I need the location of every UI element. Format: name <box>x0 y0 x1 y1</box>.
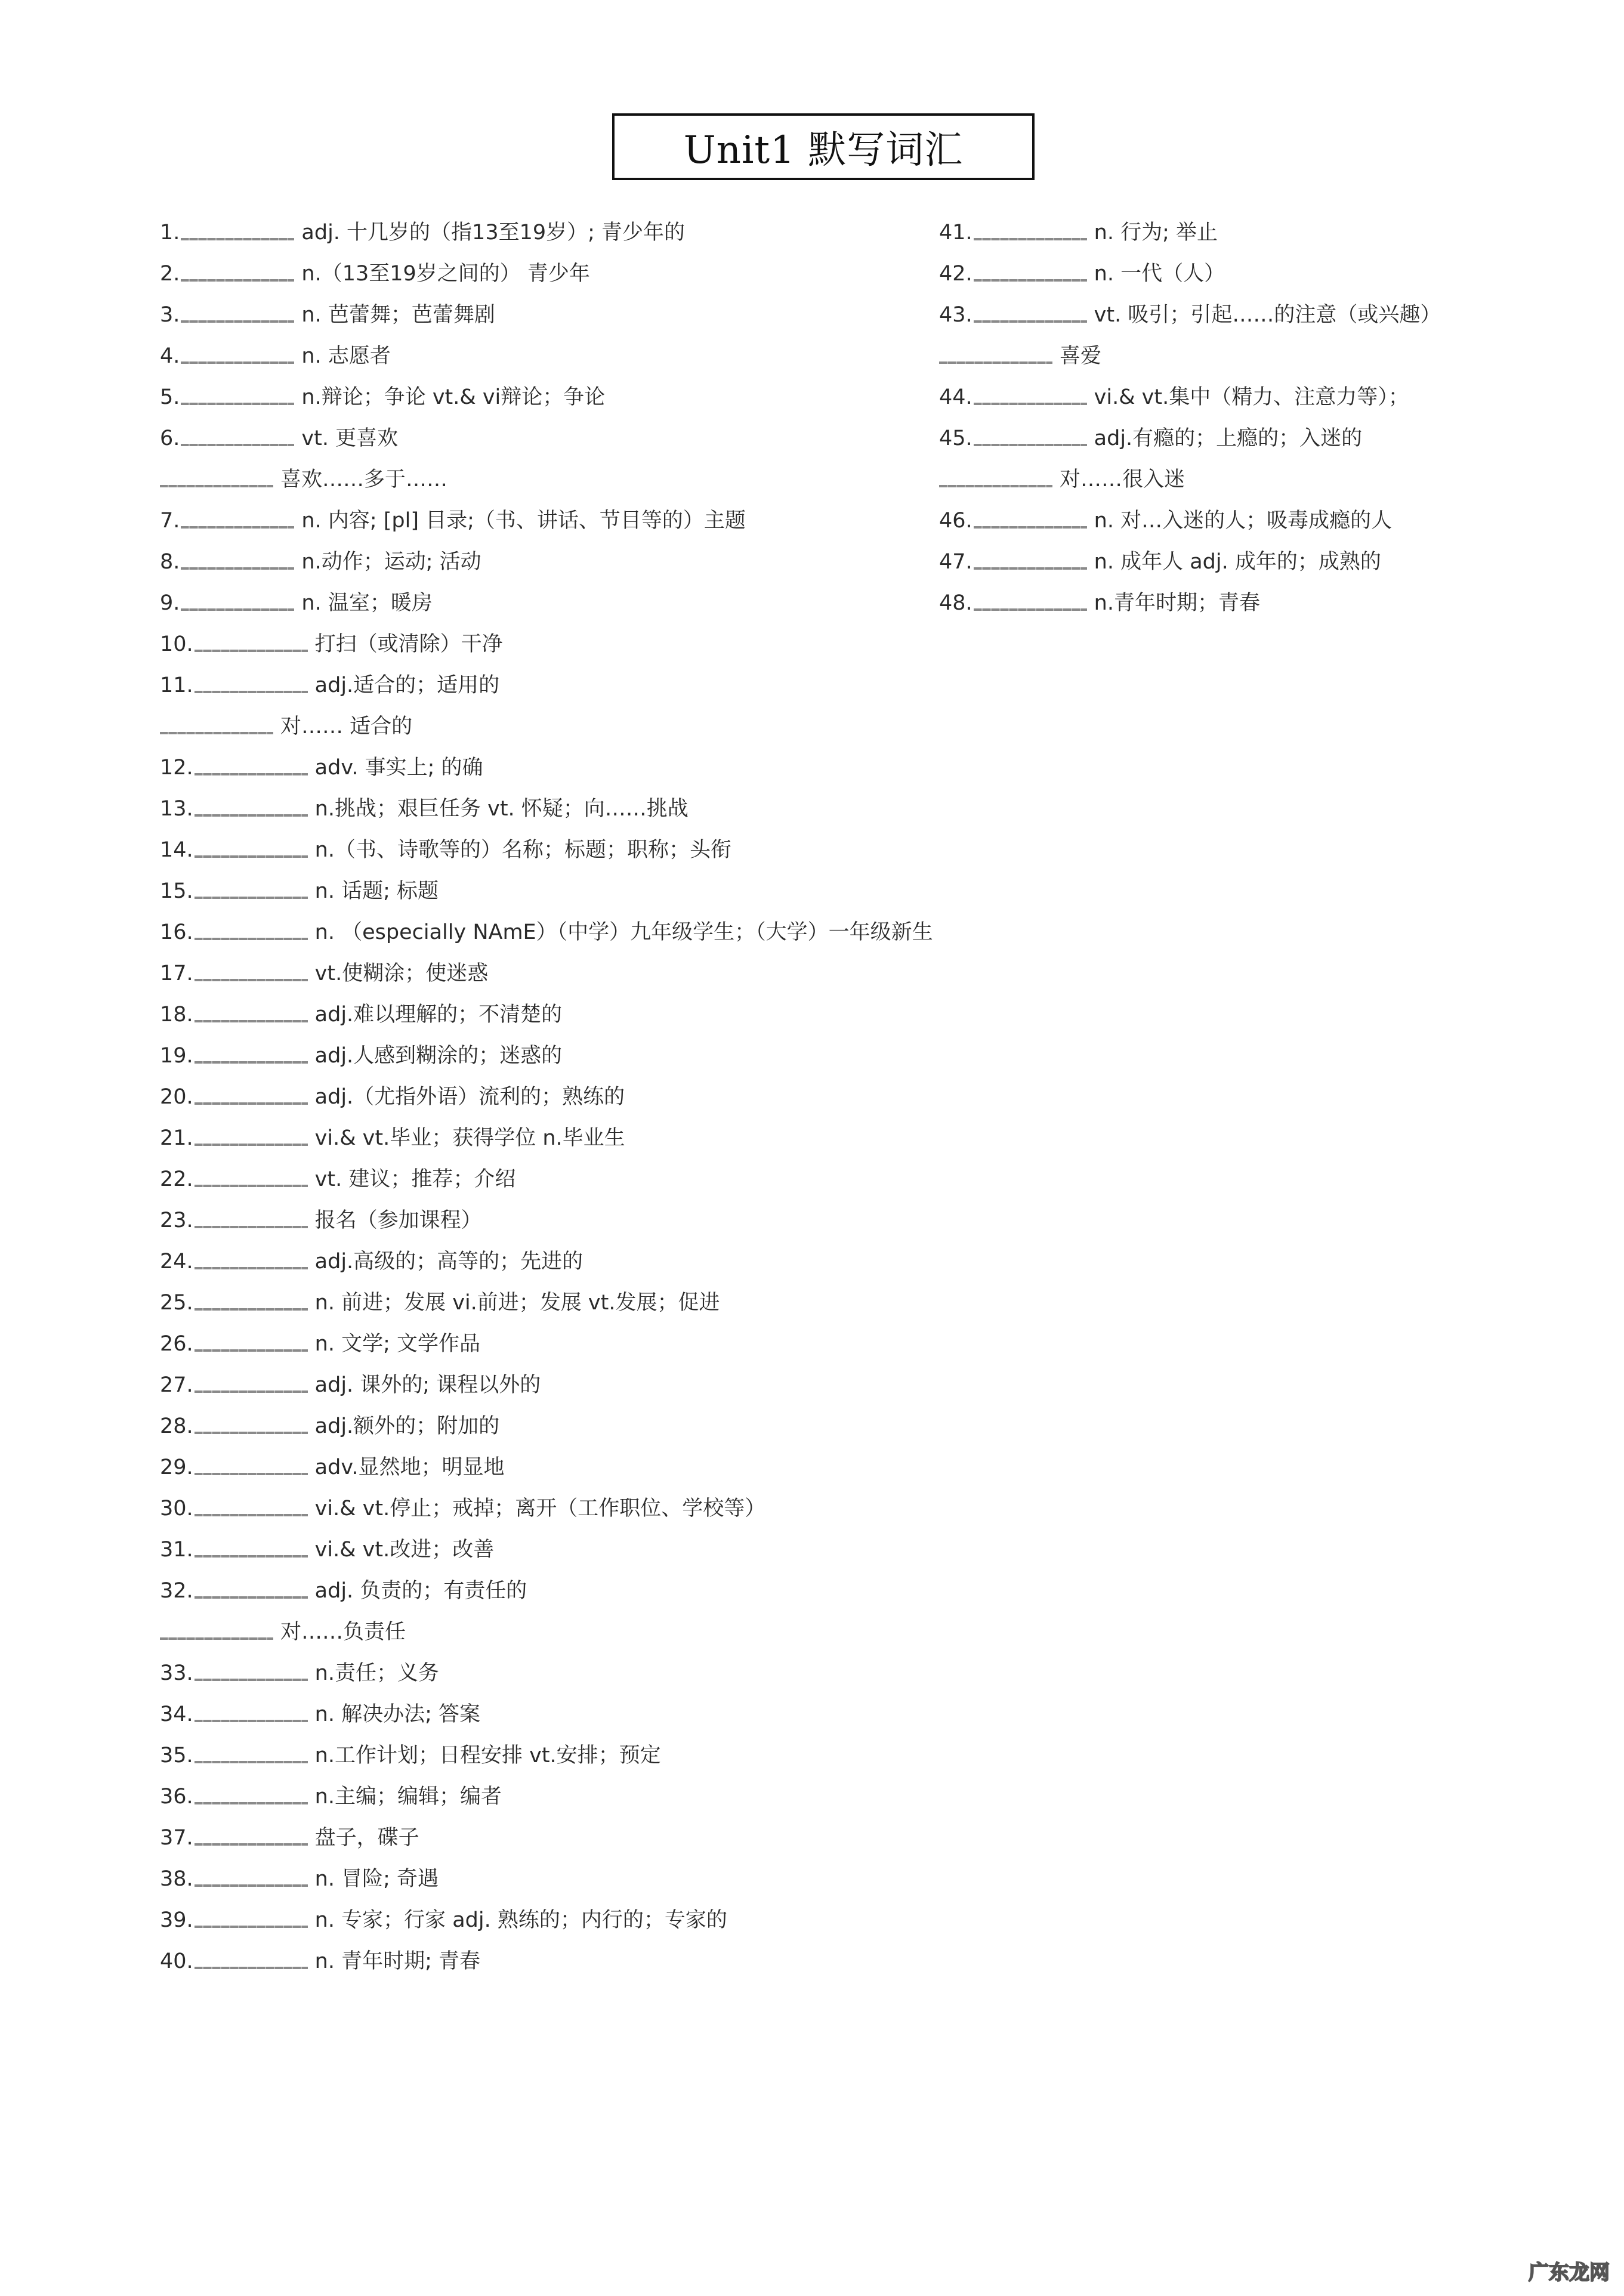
vocab-item <box>160 1324 933 1365</box>
item-definition: vt. 建议；推荐；介绍 <box>314 1167 516 1191</box>
item-definition: adj.有瘾的；上瘾的；入迷的 <box>1094 427 1363 450</box>
item-number: 11. <box>160 673 193 697</box>
vocab-item <box>160 1283 933 1324</box>
item-definition: adj.（尤指外语）流利的；熟练的 <box>314 1085 625 1109</box>
item-definition: adj.难以理解的；不清楚的 <box>314 1003 563 1027</box>
vocab-item <box>160 1941 933 1982</box>
item-definition: n.动作；运动; 活动 <box>301 550 481 574</box>
answer-blank[interactable] <box>974 444 1087 446</box>
vocab-phrase-item <box>939 336 1441 377</box>
item-definition: vt. 更喜欢 <box>301 427 399 450</box>
item-number: 4. <box>160 344 180 368</box>
item-number: 47. <box>939 550 972 574</box>
vocab-phrase-item <box>939 459 1441 500</box>
item-number: 2. <box>160 262 180 286</box>
item-definition: n.工作计划；日程安排 vt.安排；预定 <box>314 1744 661 1767</box>
item-number: 15. <box>160 879 193 903</box>
answer-blank[interactable] <box>194 1020 308 1022</box>
item-number: 29. <box>160 1456 193 1479</box>
vocab-item <box>160 830 933 871</box>
item-number: 22. <box>160 1167 193 1191</box>
answer-blank[interactable] <box>194 1843 308 1846</box>
vocab-item <box>939 254 1441 295</box>
item-definition: 对……很入迷 <box>1060 468 1185 492</box>
item-number: 27. <box>160 1373 193 1397</box>
vocab-item <box>160 336 933 377</box>
answer-blank[interactable] <box>194 1144 308 1146</box>
item-number: 18. <box>160 1003 193 1027</box>
item-definition: n.辩论；争论 vt.& vi辩论；争论 <box>301 385 606 409</box>
vocab-item <box>160 418 933 459</box>
answer-blank[interactable] <box>194 1349 308 1352</box>
vocab-item <box>160 1241 933 1283</box>
item-definition: 对……负责任 <box>280 1620 406 1644</box>
item-definition: n. （especially NAmE）（中学）九年级学生；（大学）一年级新生 <box>314 920 933 944</box>
item-definition: n. 内容; [pl] 目录;（书、讲话、节目等的）主题 <box>301 509 746 533</box>
item-number: 1. <box>160 221 180 245</box>
answer-blank[interactable] <box>939 485 1052 487</box>
item-number: 10. <box>160 632 193 656</box>
item-number: 3. <box>160 303 180 327</box>
item-number: 45. <box>939 427 972 450</box>
vocab-item <box>160 1447 933 1488</box>
item-number: 32. <box>160 1579 193 1603</box>
item-number: 43. <box>939 303 972 327</box>
item-definition: vt. 吸引；引起……的注意（或兴趣） <box>1094 303 1441 327</box>
vocab-item <box>160 1077 933 1118</box>
vocab-item <box>160 542 933 583</box>
vocab-item <box>160 1653 933 1694</box>
item-definition: adj.高级的；高等的；先进的 <box>314 1250 583 1274</box>
answer-blank[interactable] <box>194 814 308 817</box>
vocab-item <box>160 953 933 994</box>
answer-blank[interactable] <box>194 650 308 652</box>
item-number: 41. <box>939 221 972 245</box>
answer-blank[interactable] <box>194 938 308 940</box>
item-number: 36. <box>160 1785 193 1809</box>
item-number: 9. <box>160 591 180 615</box>
answer-blank[interactable] <box>194 1555 308 1558</box>
vocab-item <box>160 1488 933 1529</box>
item-number: 30. <box>160 1497 193 1521</box>
item-number: 12. <box>160 756 193 780</box>
vocab-item <box>160 1859 933 1900</box>
vocab-item <box>160 254 933 295</box>
item-definition: n.主编；编辑；编者 <box>314 1785 502 1809</box>
vocab-item <box>160 500 933 542</box>
answer-blank[interactable] <box>181 361 294 364</box>
answer-blank[interactable] <box>974 403 1087 405</box>
vocab-item <box>160 1406 933 1447</box>
item-number: 19. <box>160 1044 193 1068</box>
vocab-item <box>160 665 933 706</box>
answer-blank[interactable] <box>194 1185 308 1187</box>
item-definition: 喜欢……多于…… <box>280 468 448 492</box>
item-definition: n. 行为; 举止 <box>1094 221 1218 245</box>
item-number: 24. <box>160 1250 193 1274</box>
answer-blank[interactable] <box>194 691 308 693</box>
answer-blank[interactable] <box>194 1802 308 1804</box>
answer-blank[interactable] <box>974 526 1087 529</box>
item-number: 35. <box>160 1744 193 1767</box>
answer-blank[interactable] <box>194 1226 308 1228</box>
vocab-item <box>160 583 933 624</box>
vocab-phrase-item <box>160 706 933 747</box>
item-definition: n. 前进；发展 vi.前进；发展 vt.发展；促进 <box>314 1291 720 1315</box>
answer-blank[interactable] <box>194 1514 308 1516</box>
answer-blank[interactable] <box>181 320 294 323</box>
item-definition: 喜爱 <box>1060 344 1102 368</box>
item-definition: n. 成年人 adj. 成年的；成熟的 <box>1094 550 1381 574</box>
answer-blank[interactable] <box>194 1102 308 1105</box>
item-number: 48. <box>939 591 972 615</box>
vocab-phrase-item <box>160 459 933 500</box>
item-definition: n. 冒险; 奇遇 <box>314 1867 439 1891</box>
vocab-item <box>939 542 1441 583</box>
item-number: 46. <box>939 509 972 533</box>
vocab-item <box>160 377 933 418</box>
vocab-item <box>939 295 1441 336</box>
answer-blank[interactable] <box>160 732 273 734</box>
vocab-item <box>160 1365 933 1406</box>
vocab-item <box>939 500 1441 542</box>
item-definition: n. 一代（人） <box>1094 262 1225 286</box>
item-definition: adj. 十几岁的（指13至19岁）; 青少年的 <box>301 221 686 245</box>
answer-blank[interactable] <box>974 320 1087 323</box>
item-definition: n.青年时期；青春 <box>1094 591 1260 615</box>
item-definition: adj.额外的；附加的 <box>314 1414 500 1438</box>
item-definition: vt.使糊涂；使迷惑 <box>314 962 489 985</box>
item-definition: adj. 课外的; 课程以外的 <box>314 1373 541 1397</box>
item-definition: n.（13至19岁之间的） 青少年 <box>301 262 590 286</box>
vocab-item <box>160 1571 933 1612</box>
item-definition: vi.& vt.毕业；获得学位 n.毕业生 <box>314 1126 625 1150</box>
vocab-item <box>939 583 1441 624</box>
answer-blank[interactable] <box>194 1761 308 1763</box>
item-definition: adj.适合的；适用的 <box>314 673 500 697</box>
vocab-item <box>160 789 933 830</box>
item-definition: vi.& vt.改进；改善 <box>314 1538 495 1562</box>
page-title: Unit1 默写词汇 <box>683 128 964 172</box>
vocab-item <box>160 1776 933 1818</box>
answer-blank[interactable] <box>194 1390 308 1393</box>
item-number: 14. <box>160 838 193 862</box>
item-number: 7. <box>160 509 180 533</box>
answer-blank[interactable] <box>181 444 294 446</box>
answer-blank[interactable] <box>194 1679 308 1681</box>
vocab-item <box>160 1118 933 1159</box>
item-number: 37. <box>160 1826 193 1850</box>
item-definition: n. 对…入迷的人；吸毒成瘾的人 <box>1094 509 1393 533</box>
vocab-item <box>160 295 933 336</box>
answer-blank[interactable] <box>194 855 308 858</box>
item-definition: adj. 负责的；有责任的 <box>314 1579 527 1603</box>
item-number: 13. <box>160 797 193 821</box>
item-definition: n. 青年时期; 青春 <box>314 1949 481 1973</box>
item-number: 39. <box>160 1908 193 1932</box>
vocab-phrase-item <box>160 1612 933 1653</box>
vocab-item <box>939 418 1441 459</box>
answer-blank[interactable] <box>181 238 294 240</box>
vocab-item <box>160 1200 933 1241</box>
item-definition: n.挑战；艰巨任务 vt. 怀疑；向……挑战 <box>314 797 688 821</box>
left-column <box>160 212 933 1982</box>
vocab-item <box>160 212 933 254</box>
item-definition: n.（书、诗歌等的）名称；标题；职称；头衔 <box>314 838 731 862</box>
item-number: 26. <box>160 1332 193 1356</box>
right-column <box>939 212 1441 624</box>
vocab-item <box>160 1900 933 1941</box>
item-number: 25. <box>160 1291 193 1315</box>
vocab-item <box>160 1694 933 1735</box>
vocab-item <box>939 212 1441 254</box>
item-number: 23. <box>160 1209 193 1232</box>
item-number: 42. <box>939 262 972 286</box>
answer-blank[interactable] <box>974 279 1087 282</box>
vocab-item <box>160 1735 933 1776</box>
item-number: 21. <box>160 1126 193 1150</box>
vocab-item <box>160 871 933 912</box>
item-definition: 打扫（或清除）干净 <box>314 632 503 656</box>
answer-blank[interactable] <box>181 608 294 611</box>
item-definition: n. 芭蕾舞；芭蕾舞剧 <box>301 303 495 327</box>
item-definition: vi.& vt.停止；戒掉；离开（工作职位、学校等） <box>314 1497 766 1521</box>
item-number: 31. <box>160 1538 193 1562</box>
title-box <box>612 113 1035 180</box>
answer-blank[interactable] <box>194 1473 308 1475</box>
watermark-logo: 广东龙网 <box>1529 2261 1610 2285</box>
answer-blank[interactable] <box>194 1061 308 1064</box>
vocab-item <box>160 1036 933 1077</box>
answer-blank[interactable] <box>194 773 308 775</box>
item-definition: n. 志愿者 <box>301 344 391 368</box>
item-definition: n. 专家；行家 adj. 熟练的；内行的；专家的 <box>314 1908 727 1932</box>
answer-blank[interactable] <box>160 1637 273 1640</box>
answer-blank[interactable] <box>160 485 273 487</box>
answer-blank[interactable] <box>181 403 294 405</box>
item-number: 5. <box>160 385 180 409</box>
vocab-item <box>160 1159 933 1200</box>
answer-blank[interactable] <box>974 238 1087 240</box>
item-definition: adv.显然地；明显地 <box>314 1456 505 1479</box>
answer-blank[interactable] <box>194 1884 308 1887</box>
item-number: 40. <box>160 1949 193 1973</box>
answer-blank[interactable] <box>974 567 1087 570</box>
answer-blank[interactable] <box>194 1967 308 1969</box>
answer-blank[interactable] <box>181 526 294 529</box>
vocab-item <box>160 912 933 953</box>
item-definition: 对…… 适合的 <box>280 715 413 738</box>
item-definition: n. 解决办法; 答案 <box>314 1702 481 1726</box>
answer-blank[interactable] <box>181 567 294 570</box>
vocab-item <box>160 624 933 665</box>
answer-blank[interactable] <box>181 279 294 282</box>
item-definition: n. 文学; 文学作品 <box>314 1332 481 1356</box>
item-number: 8. <box>160 550 180 574</box>
answer-blank[interactable] <box>194 1596 308 1599</box>
item-number: 34. <box>160 1702 193 1726</box>
vocab-item <box>160 1529 933 1571</box>
answer-blank[interactable] <box>194 897 308 899</box>
item-number: 17. <box>160 962 193 985</box>
item-definition: adj.人感到糊涂的；迷惑的 <box>314 1044 563 1068</box>
vocab-item <box>939 377 1441 418</box>
item-definition: 盘子，碟子 <box>314 1826 419 1850</box>
answer-blank[interactable] <box>194 1926 308 1928</box>
vocab-item <box>160 1818 933 1859</box>
answer-blank[interactable] <box>974 608 1087 611</box>
item-number: 16. <box>160 920 193 944</box>
item-definition: 报名（参加课程） <box>314 1209 482 1232</box>
item-number: 28. <box>160 1414 193 1438</box>
answer-blank[interactable] <box>939 361 1052 364</box>
item-number: 20. <box>160 1085 193 1109</box>
answer-blank[interactable] <box>194 979 308 981</box>
item-definition: n.责任；义务 <box>314 1661 439 1685</box>
item-number: 44. <box>939 385 972 409</box>
item-number: 6. <box>160 427 180 450</box>
answer-blank[interactable] <box>194 1432 308 1434</box>
item-definition: n. 话题; 标题 <box>314 879 439 903</box>
item-definition: vi.& vt.集中（精力、注意力等）； <box>1094 385 1409 409</box>
item-definition: adv. 事实上; 的确 <box>314 756 483 780</box>
item-number: 33. <box>160 1661 193 1685</box>
answer-blank[interactable] <box>194 1308 308 1311</box>
vocab-item <box>160 994 933 1036</box>
item-definition: n. 温室；暖房 <box>301 591 433 615</box>
answer-blank[interactable] <box>194 1267 308 1269</box>
answer-blank[interactable] <box>194 1720 308 1722</box>
item-number: 38. <box>160 1867 193 1891</box>
vocab-item <box>160 747 933 789</box>
